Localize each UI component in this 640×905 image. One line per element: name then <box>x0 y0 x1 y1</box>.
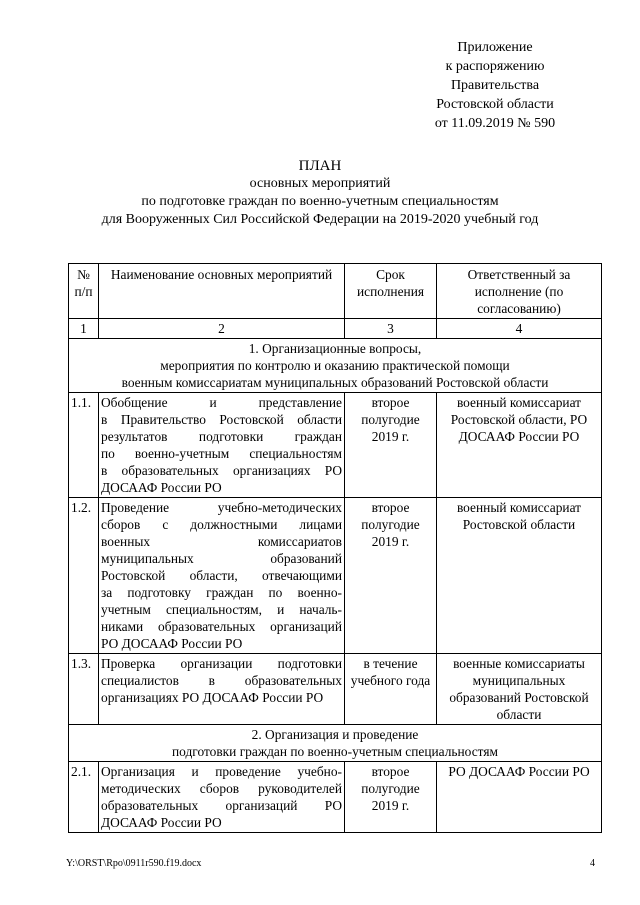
section-subtitle: военным комиссариатам муниципальных образований Ростовской области <box>121 375 549 390</box>
row-activity <box>99 762 345 833</box>
plan-title-line: для Вооруженных Сил Российской Федерации на 2019-2020 учебный год <box>101 212 539 227</box>
section-title: 2. Организация и проведение <box>251 727 419 742</box>
row-term: второе полугодие 2019 г. <box>345 498 437 654</box>
appendix-line: Ростовской области <box>436 97 554 112</box>
section-heading <box>69 725 602 762</box>
activity-line: учетным специальностям, и началь- <box>101 602 342 617</box>
header-term: Срок исполнения <box>345 264 437 319</box>
activity-line: Обобщение и представление <box>101 395 342 410</box>
activity-line: специалистов в образовательных <box>101 673 342 688</box>
section-subtitle: подготовки граждан по военно-учетным специальностям <box>172 744 498 759</box>
plan-title-line: по подготовке граждан по военно-учетным специальностям <box>141 194 499 209</box>
activity-line: сборов с должностными лицами <box>101 517 342 532</box>
activity-line: Организация и проведение учебно- <box>101 764 342 779</box>
header-num: № п/п <box>69 264 99 319</box>
activity-line: методических сборов руководителей <box>101 781 342 796</box>
row-responsible: военные комиссариаты муниципальных образований Ростовской области <box>437 654 602 725</box>
activity-line: результатов подготовки граждан <box>101 429 342 444</box>
footer-file-path: Y:\ORST\Rpo\0911r590.f19.docx <box>66 858 202 869</box>
row-activity <box>99 498 345 654</box>
activity-line: за подготовку граждан по военно- <box>101 585 342 600</box>
plan-title <box>60 157 580 229</box>
column-number: 1 <box>69 319 99 339</box>
plan-title-head: ПЛАН <box>298 158 342 174</box>
plan-title-line: основных мероприятий <box>249 176 391 191</box>
activity-line: Ростовской области, отвечающими <box>101 568 342 583</box>
appendix-line: Правительства <box>450 78 540 93</box>
table-row <box>69 654 602 725</box>
row-number: 2.1. <box>69 762 99 833</box>
section-row <box>69 339 602 393</box>
activity-line: организациях РО ДОСААФ России РО <box>101 690 324 705</box>
table-header-row <box>69 264 602 319</box>
activity-line: образовательных организаций РО <box>101 798 342 813</box>
plan-table <box>68 263 602 833</box>
activity-line: Проведение учебно-методических <box>101 500 342 515</box>
table-row <box>69 393 602 498</box>
section-row <box>69 725 602 762</box>
footer-page-number: 4 <box>590 858 595 869</box>
activity-line: РО ДОСААФ России РО <box>101 636 243 651</box>
row-term: второе полугодие 2019 г. <box>345 762 437 833</box>
appendix-line: Приложение <box>457 40 533 55</box>
activity-line: в Правительство Ростовской области <box>101 412 342 427</box>
row-responsible: военный комиссариат Ростовской области, РО ДОСААФ России РО <box>437 393 602 498</box>
activity-line: в образовательных организациях РО <box>101 463 342 478</box>
column-number: 3 <box>345 319 437 339</box>
row-term: в течение учебного года <box>345 654 437 725</box>
row-term: второе полугодие 2019 г. <box>345 393 437 498</box>
row-number: 1.2. <box>69 498 99 654</box>
section-title: 1. Организационные вопросы, <box>248 341 422 356</box>
activity-line: никами образовательных организаций <box>101 619 342 634</box>
row-activity <box>99 393 345 498</box>
section-subtitle: мероприятия по контролю и оказанию практической помощи <box>160 358 510 373</box>
table-row <box>69 762 602 833</box>
row-number: 1.3. <box>69 654 99 725</box>
row-responsible: военный комиссариат Ростовской области <box>437 498 602 654</box>
header-resp: Ответственный за исполнение (по согласованию) <box>437 264 602 319</box>
appendix-line: от 11.09.2019 № 590 <box>434 116 556 131</box>
row-number: 1.1. <box>69 393 99 498</box>
activity-line: ДОСААФ России РО <box>101 815 222 830</box>
header-name: Наименование основных мероприятий <box>99 264 345 319</box>
column-number: 2 <box>99 319 345 339</box>
section-heading <box>69 339 602 393</box>
column-number: 4 <box>437 319 602 339</box>
row-activity <box>99 654 345 725</box>
table-row <box>69 498 602 654</box>
activity-line: военных комиссариатов <box>101 534 342 549</box>
activity-line: муниципальных образований <box>101 551 342 566</box>
activity-line: по военно-учетным специальностям <box>101 446 342 461</box>
column-number-row <box>69 319 602 339</box>
activity-line: ДОСААФ России РО <box>101 480 222 495</box>
row-responsible: РО ДОСААФ России РО <box>437 762 602 833</box>
activity-line: Проверка организации подготовки <box>101 656 342 671</box>
appendix-line: к распоряжению <box>445 59 545 74</box>
appendix-block <box>410 38 580 133</box>
